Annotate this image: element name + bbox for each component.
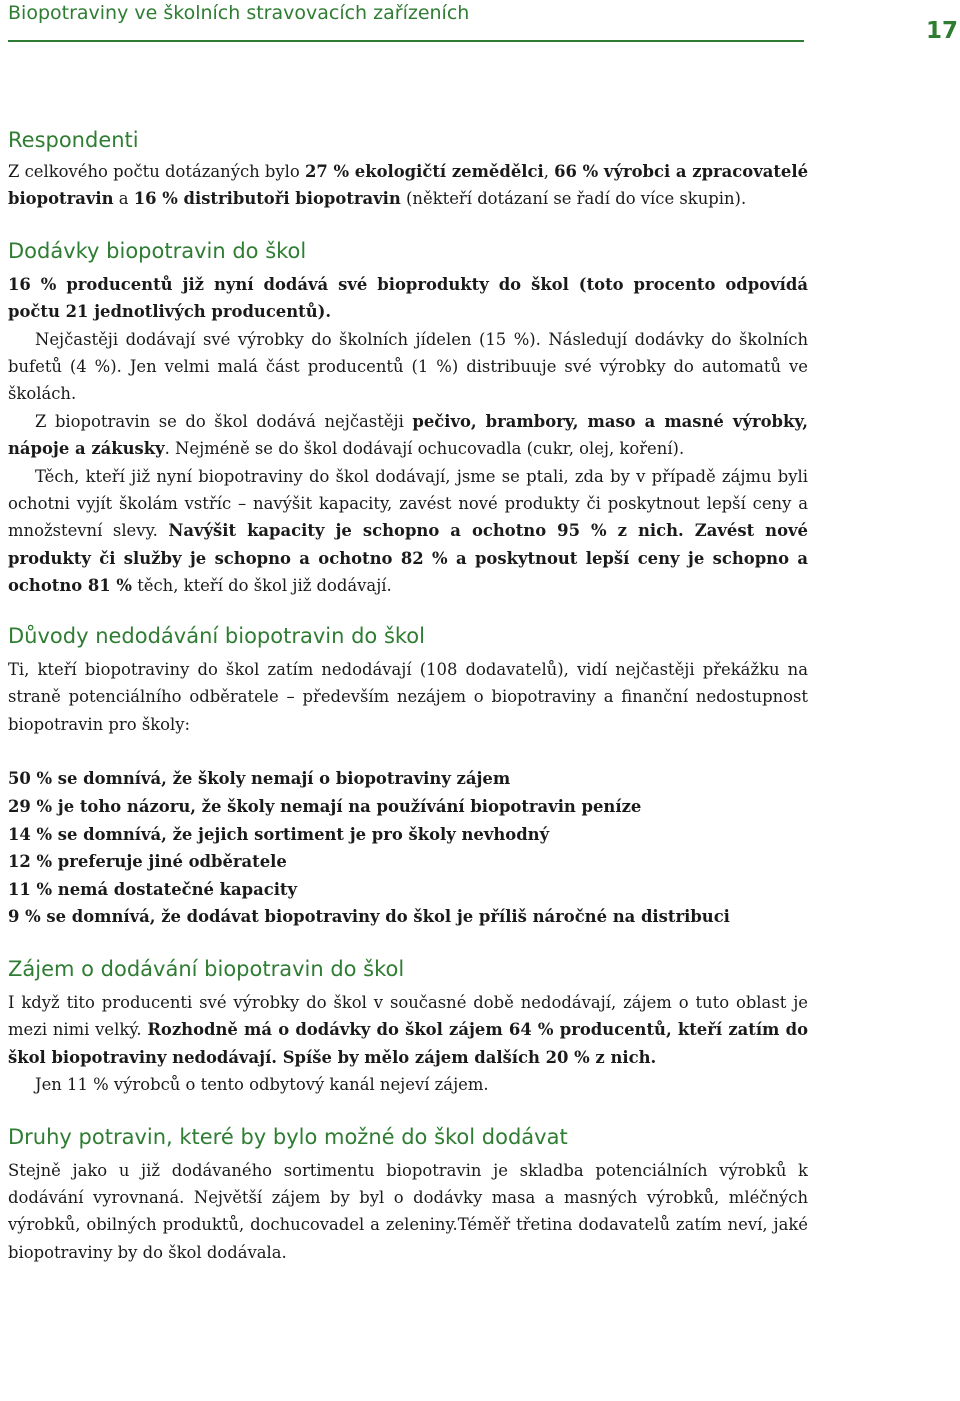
deliveries-paragraph-1: 16 % producentů již nyní dodává své bioprodukty do škol (toto procento odpovídá počtu 21 jednotlivých producentů). — [8, 274, 808, 322]
deliveries-paragraph-4: Těch, kteří již nyní biopotraviny do škol dodávají, jsme se ptali, zda by v případě zájmu byli ochotni vyjít školám vstříc – navýšit kapacity, zavést nové produkty či poskytnout lepší ceny a množstevní slevy. Navýšit kapacity je schopno a ochotno 95 % z nich. Zavést nové produkty či služby je schopno a ochotno 82 % a poskytnout lepší ceny je schopno a ochotno 81 % těch, kteří do škol již dodávají. — [8, 466, 808, 596]
interest-paragraph-1: I když tito producenti své výrobky do škol v současné době nedodávají, zájem o tuto oblast je mezi nimi velký. Rozhodně má o dodávky do škol zájem 64 % producentů, kteří zatím do škol biopotraviny nedodávají. Spíše by mělo zájem dalších 20 % z nich. — [8, 993, 808, 1067]
heading-respondents: Respondenti — [8, 128, 139, 152]
page-content — [8, 128, 808, 1266]
page-number: 17 — [926, 18, 959, 44]
running-title: Biopotraviny ve školních stravovacích zařízeních — [8, 2, 470, 24]
section-food-types — [8, 1125, 808, 1267]
heading-deliveries: Dodávky biopotravin do škol — [8, 238, 307, 263]
reason-item: 14 % se domnívá, že jejich sortiment je pro školy nevhodný — [8, 824, 550, 844]
section-interest — [8, 957, 808, 1099]
section-reasons — [8, 624, 808, 931]
heading-reasons: Důvody nedodávání biopotravin do škol — [8, 623, 425, 648]
reason-item: 50 % se domnívá, že školy nemají o biopotraviny zájem — [8, 769, 511, 789]
respondents-paragraph: Z celkového počtu dotázaných bylo 27 % ekologičtí zemědělci, 66 % výrobci a zpracovatelé biopotravin a 16 % distributoři biopotravin (někteří dotázaní se řadí do více skupin). — [8, 162, 808, 209]
deliveries-paragraph-3: Z biopotravin se do škol dodává nejčastěji pečivo, brambory, maso a masné výrobky, nápoje a zákusky. Nejméně se do škol dodávají ochucovadla (cukr, olej, koření). — [8, 411, 808, 459]
reason-item: 11 % nemá dostatečné kapacity — [8, 879, 298, 899]
reasons-intro: Ti, kteří biopotraviny do škol zatím nedodávají (108 dodavatelů), vidí nejčastěji překážku na straně potenciálního odběratele – především nezájem o biopotraviny a finanční nedostupnost biopotravin pro školy: — [8, 659, 808, 734]
reason-item: 29 % je toho názoru, že školy nemají na používání biopotravin peníze — [8, 797, 642, 817]
heading-interest: Zájem o dodávání biopotravin do škol — [8, 957, 405, 982]
section-respondents — [8, 128, 808, 213]
header-rule — [8, 40, 804, 42]
reason-item: 12 % preferuje jiné odběratele — [8, 852, 287, 872]
section-deliveries — [8, 239, 808, 600]
food-types-paragraph: Stejně jako u již dodávaného sortimentu biopotravin je skladba potenciálních výrobků k dodávání vyrovnaná. Největší zájem by byl o dodávky masa a masných výrobků, mléčných výrobků, obilných produktů, dochucovadel a zeleniny.Téměř třetina dodavatelů zatím neví, jaké biopotraviny by do škol dodávala. — [8, 1160, 808, 1262]
deliveries-paragraph-2: Nejčastěji dodávají své výrobky do školních jídelen (15 %). Následují dodávky do školních bufetů (4 %). Jen velmi malá část producentů (1 %) distribuuje své výrobky do automatů ve školách. — [8, 329, 808, 404]
reason-item: 9 % se domnívá, že dodávat biopotraviny do škol je příliš náročné na distribuci — [8, 907, 730, 927]
interest-paragraph-2: Jen 11 % výrobců o tento odbytový kanál nejeví zájem. — [35, 1075, 489, 1095]
heading-food-types: Druhy potravin, které by bylo možné do škol dodávat — [8, 1124, 568, 1149]
